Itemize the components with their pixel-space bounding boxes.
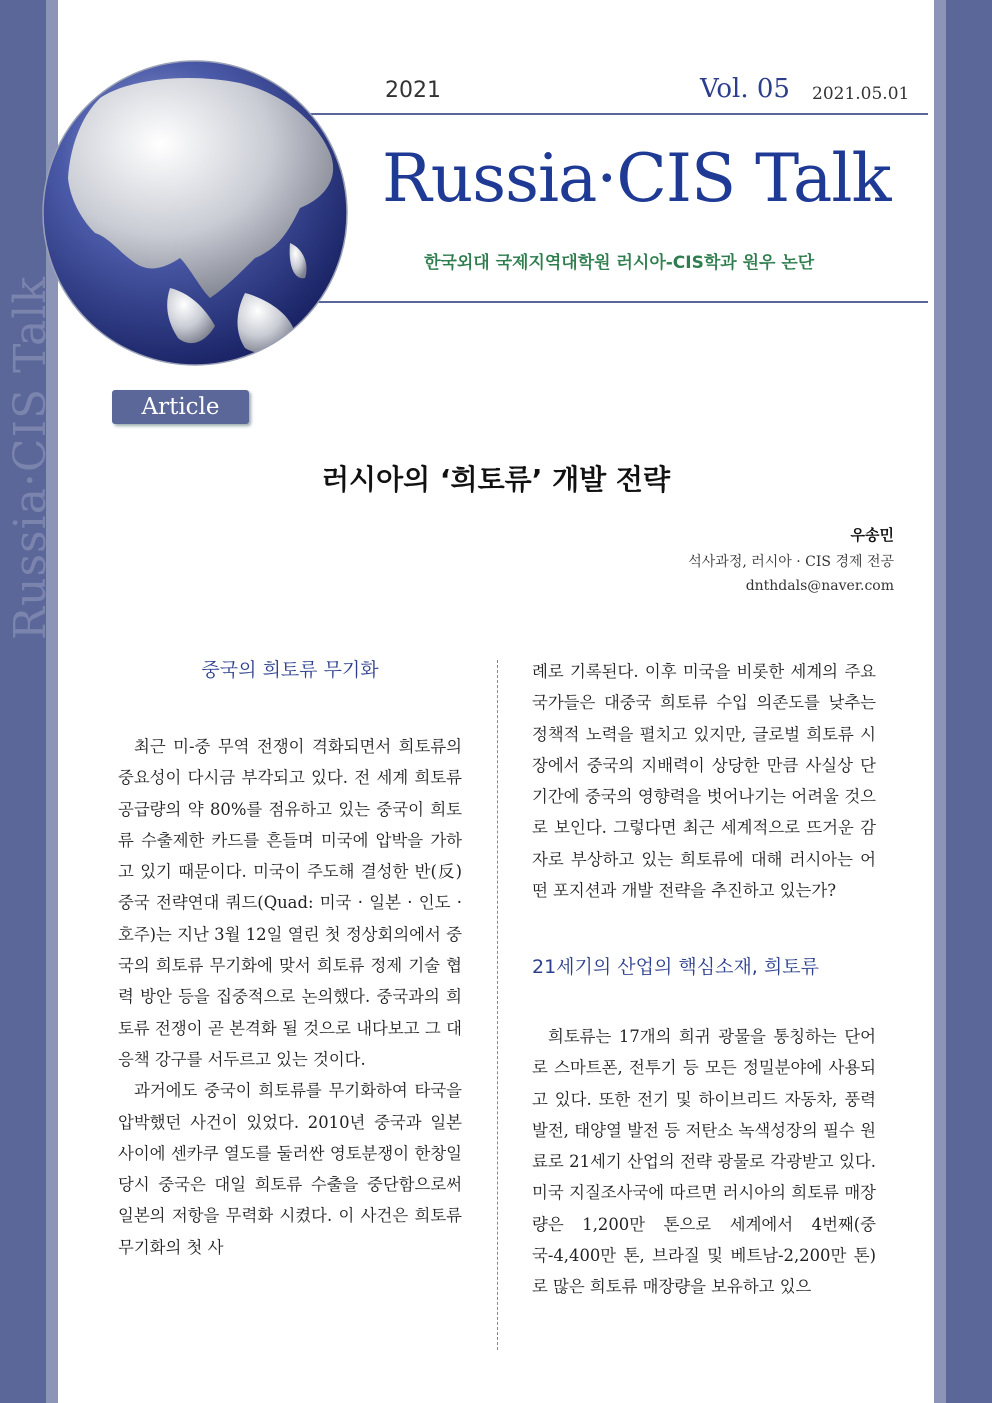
header-bottom-rule [270, 301, 928, 303]
issue-date: 2021.05.01 [812, 84, 910, 104]
volume-number: Vol. 05 [700, 74, 790, 104]
paragraph-continuation: 례로 기록된다. 이후 미국을 비롯한 세계의 주요 국가들은 대중국 희토류 수입 의존도를 낮추는 정책적 노력을 펼치고 있지만, 글로벌 희토류 시장에서 중국의 지배력이 상당한 만큼 사실상 단기간에 중국의 영향력을 벗어나기는 어려울 것으로 보인다. 그렇다면 최근 세계적으로 뜨거운 감자로 부상하고 있는 희토류에 대해 러시아는 어떤 포지션과 개발 전략을 추진하고 있는가? [532, 662, 876, 901]
section-heading-left: 중국의 희토류 무기화 [201, 659, 379, 681]
article-tag: Article [112, 390, 249, 424]
article-title: 러시아의 ‘희토류’ 개발 전략 [321, 463, 671, 496]
paragraph: 최근 미-중 무역 전쟁이 격화되면서 희토류의 중요성이 다시금 부각되고 있다. 전 세계 희토류 공급량의 약 80%를 점유하고 있는 중국이 희토류 수출제한 카드를 흔들며 미국에 압박을 가하고 있기 때문이다. 미국이 주도해 결성한 반(反)중국 전략연대 쿼드(Quad: 미국 · 일본 · 인도 · 호주)는 지난 3월 12일 열린 첫 정상회의에서 중국의 희토류 무기화에 맞서 희토류 정제 기술 협력 방안 등을 집중적으로 논의했다. 중국과의 희토류 전쟁이 곧 본격화 될 것으로 내다보고 그 대응책 강구를 서두르고 있는 것이다. [118, 737, 462, 1069]
left-column-text [118, 731, 462, 1263]
author-affiliation: 석사과정, 러시아 · CIS 경제 전공 [688, 554, 894, 570]
vertical-side-title: Russia·CIS Talk [5, 276, 56, 640]
column-divider [497, 660, 498, 1350]
globe-icon [40, 58, 350, 368]
header-top-rule [270, 113, 928, 115]
right-column-text-2 [532, 1021, 876, 1303]
right-side-band-inner [946, 0, 992, 1403]
magazine-title: Russia·CIS Talk [382, 140, 891, 217]
paragraph: 희토류는 17개의 희귀 광물을 통칭하는 단어로 스마트폰, 전투기 등 모든 정밀분야에 사용되고 있다. 또한 전기 및 하이브리드 자동차, 풍력발전, 태양열 발전 등 저탄소 녹색성장의 필수 원료로 21세기 산업의 전략 광물로 각광받고 있다. 미국 지질조사국에 따르면 러시아의 희토류 매장량은 1,200만 톤으로 세계에서 4번째(중국-4,400만 톤, 브라질 및 베트남-2,200만 톤)로 많은 희토류 매장량을 보유하고 있으 [532, 1027, 876, 1297]
author-email[interactable]: dnthdals@naver.com [745, 578, 894, 594]
section-heading-right: 21세기의 산업의 핵심소재, 희토류 [532, 956, 819, 978]
magazine-subtitle: 한국외대 국제지역대학원 러시아-CIS학과 원우 논단 [424, 253, 815, 273]
paragraph: 과거에도 중국이 희토류를 무기화하여 타국을 압박했던 사건이 있었다. 2010년 중국과 일본 사이에 센카쿠 열도를 둘러싼 영토분쟁이 한창일 당시 중국은 대일 희토류 수출을 중단함으로써 일본의 저항을 무력화 시켰다. 이 사건은 희토류 무기화의 첫 사 [118, 1081, 462, 1257]
author-name: 우송민 [850, 526, 894, 544]
right-column-text [532, 656, 876, 906]
issue-year: 2021 [385, 78, 441, 103]
